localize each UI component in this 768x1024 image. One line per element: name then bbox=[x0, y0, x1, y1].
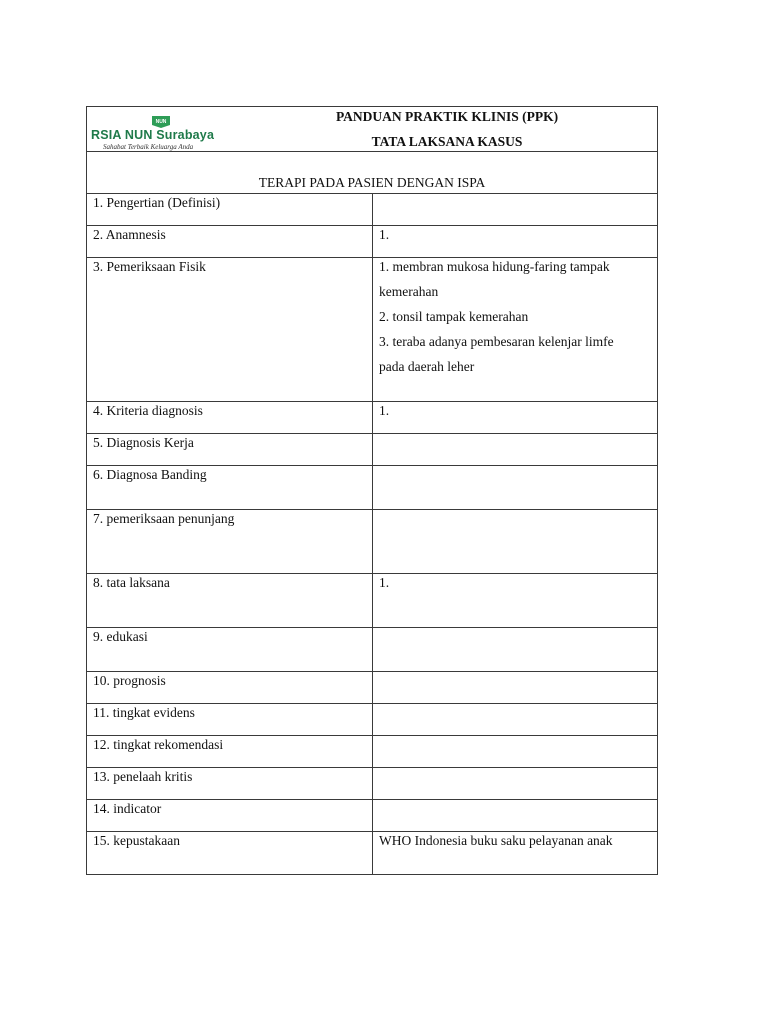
header-title-tata-laksana: TATA LAKSANA KASUS bbox=[371, 134, 523, 149]
row-value-line: 3. teraba adanya pembesaran kelenjar limfe bbox=[379, 334, 614, 349]
row-label: 12. tingkat rekomendasi bbox=[93, 737, 224, 752]
row-value: 1. bbox=[379, 403, 390, 418]
row-label: 4. Kriteria diagnosis bbox=[93, 403, 203, 418]
logo-name: RSIA NUN Surabaya bbox=[91, 128, 215, 142]
column-divider bbox=[372, 193, 373, 875]
row-label: 9. edukasi bbox=[93, 629, 148, 644]
row-value: WHO Indonesia buku saku pelayanan anak bbox=[379, 833, 613, 848]
row-label: 3. Pemeriksaan Fisik bbox=[93, 259, 206, 274]
hospital-logo bbox=[91, 115, 233, 151]
row-value-line: kemerahan bbox=[379, 284, 439, 299]
row-label: 13. penelaah kritis bbox=[93, 769, 193, 784]
row-value-line: 2. tonsil tampak kemerahan bbox=[379, 309, 529, 324]
row-value-line: 1. membran mukosa hidung-faring tampak bbox=[379, 259, 610, 274]
row-label: 2. Anamnesis bbox=[93, 227, 166, 242]
row-label: 8. tata laksana bbox=[93, 575, 170, 590]
row-label: 6. Diagnosa Banding bbox=[93, 467, 207, 482]
document-title: TERAPI PADA PASIEN DENGAN ISPA bbox=[258, 175, 486, 190]
logo-tagline: Sahabat Terbaik Keluarga Anda bbox=[103, 143, 194, 151]
svg-text:NUN: NUN bbox=[155, 119, 167, 125]
row-label: 11. tingkat evidens bbox=[93, 705, 195, 720]
row-value-line: pada daerah leher bbox=[379, 359, 475, 374]
row-label: 15. kepustakaan bbox=[93, 833, 180, 848]
logo-badge-icon bbox=[151, 115, 171, 129]
header-title-ppk: PANDUAN PRAKTIK KLINIS (PPK) bbox=[335, 109, 559, 124]
row-value: 1. bbox=[379, 227, 390, 242]
row-label: 5. Diagnosis Kerja bbox=[93, 435, 194, 450]
divider bbox=[87, 151, 657, 152]
row-label: 1. Pengertian (Definisi) bbox=[93, 195, 221, 210]
ppk-form bbox=[86, 106, 658, 875]
row-label: 14. indicator bbox=[93, 801, 162, 816]
row-label: 10. prognosis bbox=[93, 673, 166, 688]
row-value: 1. bbox=[379, 575, 390, 590]
row-label: 7. pemeriksaan penunjang bbox=[93, 511, 235, 526]
